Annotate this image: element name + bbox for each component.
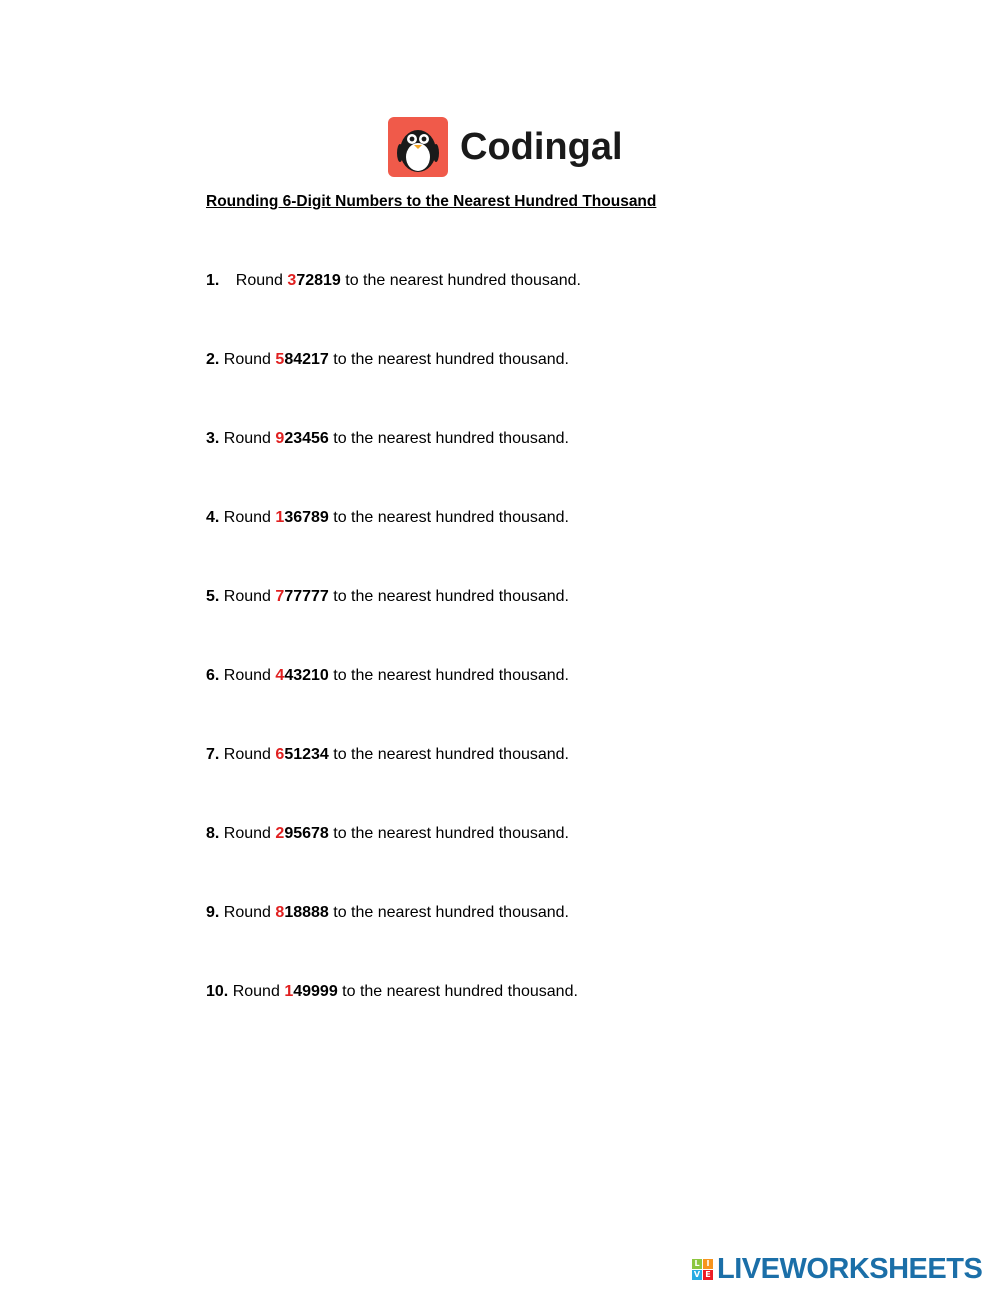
highlighted-digit: 2 [275,825,285,842]
question-suffix: to the nearest hundred thousand. [333,746,569,763]
badge-letter: I [703,1259,713,1269]
question-suffix: to the nearest hundred thousand. [345,272,581,289]
highlighted-digit: 7 [275,588,285,605]
penguin-icon [388,117,448,177]
question-suffix: to the nearest hundred thousand. [342,983,578,1000]
question-item [206,904,569,922]
question-suffix: to the nearest hundred thousand. [333,667,569,684]
question-item [206,983,578,1001]
question-suffix: to the nearest hundred thousand. [333,588,569,605]
question-item [206,667,569,685]
question-prefix: Round [223,746,271,763]
question-item [206,509,569,527]
question-suffix: to the nearest hundred thousand. [333,509,569,526]
question-number: 10. [206,983,229,1000]
question-suffix: to the nearest hundred thousand. [333,430,569,447]
question-number: 4. [206,509,220,526]
highlighted-digit: 3 [287,272,297,289]
remaining-digits: 18888 [284,904,329,921]
remaining-digits: 95678 [284,825,329,842]
badge-letter: E [703,1270,713,1280]
question-prefix: Round [223,430,271,447]
question-suffix: to the nearest hundred thousand. [333,904,569,921]
remaining-digits: 36789 [284,509,329,526]
question-prefix: Round [223,588,271,605]
badge-letter: L [692,1259,702,1269]
question-item [206,351,569,369]
logo-text: Codingal [460,125,623,168]
question-item [206,825,569,843]
highlighted-digit: 5 [275,351,285,368]
question-number: 6. [206,667,220,684]
question-prefix: Round [223,904,271,921]
live-badge-icon [692,1259,713,1280]
question-prefix: Round [235,272,283,289]
question-prefix: Round [223,351,271,368]
question-number: 1. [206,272,220,289]
question-item [206,430,569,448]
remaining-digits: 51234 [284,746,329,763]
question-suffix: to the nearest hundred thousand. [333,825,569,842]
highlighted-digit: 8 [275,904,285,921]
highlighted-digit: 9 [275,430,285,447]
question-prefix: Round [232,983,280,1000]
liveworksheets-footer [692,1253,982,1285]
question-prefix: Round [223,667,271,684]
question-number: 5. [206,588,220,605]
question-item [206,588,569,606]
worksheet-title: Rounding 6-Digit Numbers to the Nearest Hundred Thousand [206,193,657,210]
question-number: 8. [206,825,220,842]
badge-letter: V [693,1269,701,1279]
question-prefix: Round [223,825,271,842]
highlighted-digit: 1 [284,983,294,1000]
remaining-digits: 84217 [284,351,329,368]
highlighted-digit: 6 [275,746,285,763]
question-item [206,272,581,290]
remaining-digits: 43210 [284,667,329,684]
question-number: 7. [206,746,220,763]
question-number: 9. [206,904,220,921]
highlighted-digit: 4 [275,667,285,684]
question-prefix: Round [223,509,271,526]
question-number: 2. [206,351,220,368]
question-suffix: to the nearest hundred thousand. [333,351,569,368]
remaining-digits: 72819 [296,272,341,289]
remaining-digits: 77777 [284,588,329,605]
remaining-digits: 49999 [293,983,338,1000]
codingal-logo [388,117,623,177]
question-number: 3. [206,430,220,447]
highlighted-digit: 1 [275,509,285,526]
question-item [206,746,569,764]
footer-brand: LIVEWORKSHEETS [717,1252,983,1285]
remaining-digits: 23456 [284,430,329,447]
